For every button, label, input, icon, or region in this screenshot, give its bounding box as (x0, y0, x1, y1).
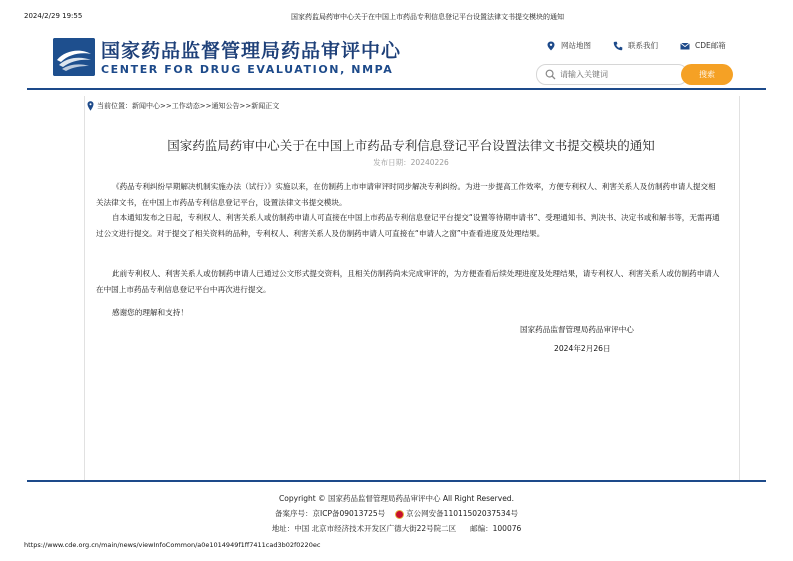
breadcrumb-text[interactable]: 当前位置：新闻中心>>工作动态>>通知公告>>新闻正文 (97, 102, 280, 110)
print-datetime: 2024/2/29 19:55 (24, 12, 83, 20)
site-name-en: CENTER FOR DRUG EVALUATION, NMPA (101, 63, 394, 76)
contact-link[interactable] (613, 40, 658, 51)
footer-address-row (0, 523, 793, 534)
footer-address: 地址：中国 北京市经济技术开发区广德大街22号院二区 (271, 524, 457, 533)
police-record-label: 京公网安备11011502037534号 (406, 509, 518, 518)
header-divider (27, 88, 766, 90)
article-signature: 国家药品监督管理局药品审评中心 (520, 325, 634, 334)
logo-icon (53, 38, 95, 76)
sitemap-label: 网站地图 (561, 41, 591, 50)
article-paragraph: 感谢您的理解和支持！ (112, 308, 188, 317)
police-emblem-icon (395, 510, 404, 519)
article-title: 国家药监局药审中心关于在中国上市药品专利信息登记平台设置法律文书提交模块的通知 (167, 138, 655, 153)
contact-label: 联系我们 (628, 41, 658, 50)
publish-date: 发布日期：20240226 (373, 158, 449, 167)
search-button[interactable]: 搜索 (681, 64, 733, 85)
cde-logo[interactable] (53, 38, 95, 76)
breadcrumb (87, 101, 279, 111)
article-paragraph: 《药品专利纠纷早期解决机制实施办法（试行）》实施以来，在仿制药上市申请审评时同步解决专利纠纷。为进一步提高工作效率，方便专利权人、利害关系人及仿制药申请人提交相关法律文书，在中国上市药品专利信息登记平台，设置法律文书提交模块。 (96, 182, 716, 207)
search-input[interactable] (560, 67, 680, 81)
search-box (536, 64, 688, 85)
footer-records (0, 508, 793, 519)
location-pin-icon (87, 101, 94, 111)
article-paragraph: 此前专利权人、利害关系人或仿制药申请人已通过公文形式提交资料，且相关仿制药尚未完成审评的，为方便查看后续处理进度及处理结果，请专利权人、利害关系人或仿制药申请人在中国上市药品专利信息登记平台中再次进行提交。 (96, 269, 720, 294)
footer-postcode: 邮编：100076 (470, 524, 522, 533)
article-paragraph: 自本通知发布之日起，专利权人、利害关系人或仿制药申请人可直接在中国上市药品专利信息登记平台提交“设置等待期申请书”、受理通知书、判决书、决定书或和解书等，无需再通过公文进行提交。对于提交了相关资料的品种，专利权人、利害关系人及仿制药申请人可直接在“申请人之窗”中查看进度及处理结果。 (96, 213, 720, 238)
cde-mail-link[interactable] (680, 40, 726, 51)
article-sign-date: 2024年2月26日 (554, 344, 611, 353)
print-page-title: 国家药监局药审中心关于在中国上市药品专利信息登记平台设置法律文书提交模块的通知 (291, 13, 564, 21)
cde-mail-label: CDE邮箱 (695, 41, 726, 50)
site-name-cn[interactable]: 国家药品监督管理局药品审评中心 (101, 40, 402, 62)
police-record-link[interactable] (395, 508, 518, 519)
mail-icon (680, 41, 690, 51)
phone-icon (613, 41, 623, 51)
print-url: https://www.cde.org.cn/main/news/viewInfoCommon/a0e1014949f1ff7411cad3b02f0220ec (24, 541, 321, 549)
search-icon (545, 69, 556, 80)
icp-record-link[interactable]: 备案序号：京ICP备09013725号 (275, 509, 386, 518)
footer-copyright: Copyright © 国家药品监督管理局药品审评中心 All Right Reserved. (279, 494, 514, 503)
location-pin-icon (546, 41, 556, 51)
footer-divider (27, 480, 766, 482)
sitemap-link[interactable] (546, 40, 591, 51)
